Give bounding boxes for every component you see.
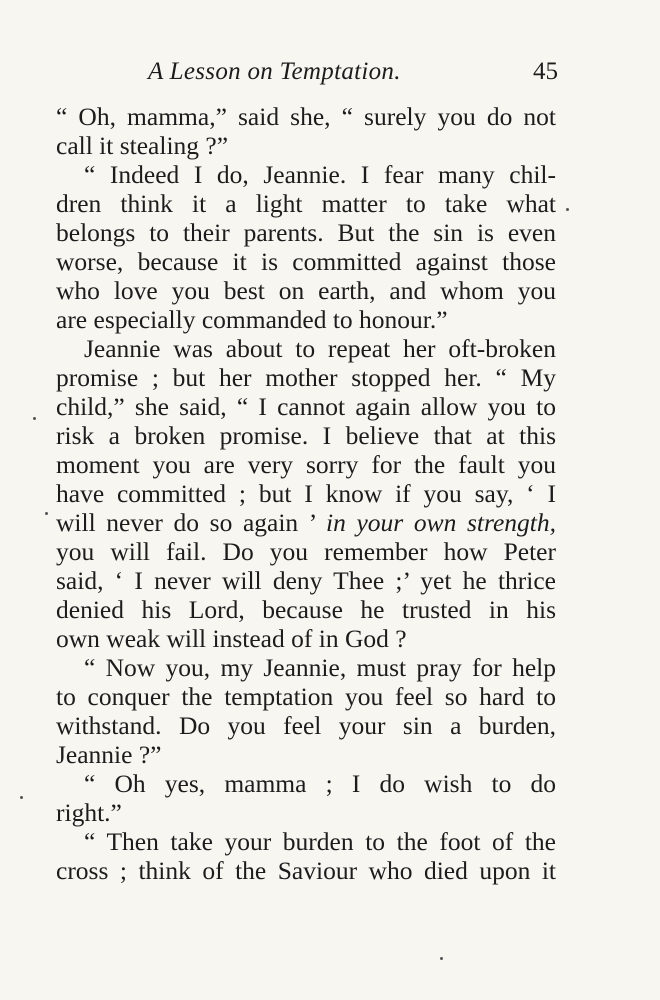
text-line [56, 827, 556, 856]
text-line [56, 653, 556, 682]
text-segment: “ Oh yes, mamma ; I do wish to do [84, 769, 556, 798]
text-segment: have committed ; but I know if you say, ‘ I [56, 479, 556, 508]
text-segment: will never do so again ’ [56, 508, 327, 537]
text-segment: risk a broken promise. I believe that at this [56, 421, 556, 450]
paper-speck [45, 512, 48, 515]
text-line [56, 566, 556, 595]
text-segment: you will fail. Do you remember how Peter [56, 537, 556, 566]
text-segment: “ Oh, mamma,” said she, “ surely you do not [56, 102, 556, 131]
italic-text-segment: in your own strength, [326, 508, 556, 537]
text-line [56, 218, 556, 247]
text-segment: “ Now you, my Jeannie, must pray for help [84, 653, 556, 682]
text-line [56, 247, 556, 276]
text-line [56, 798, 556, 827]
text-line [56, 131, 556, 160]
text-segment: call it stealing ?” [56, 131, 229, 160]
text-line [56, 421, 556, 450]
text-line [56, 392, 556, 421]
text-segment: own weak will instead of in God ? [56, 624, 407, 653]
text-segment: “ Indeed I do, Jeannie. I fear many chil- [84, 160, 556, 189]
text-segment: belongs to their parents. But the sin is even [56, 218, 556, 247]
text-segment: to conquer the temptation you feel so hard to [56, 682, 556, 711]
text-line [56, 102, 556, 131]
paper-speck [33, 417, 36, 420]
text-line [56, 624, 556, 653]
text-segment: dren think it a light matter to take what [56, 189, 556, 218]
text-segment: moment you are very sorry for the fault you [56, 450, 556, 479]
text-segment: right.” [56, 798, 122, 827]
text-segment: Jeannie ?” [56, 740, 162, 769]
body-text [56, 102, 556, 885]
text-segment: worse, because it is committed against those [56, 247, 556, 276]
text-line [56, 537, 556, 566]
text-segment: are especially commanded to honour.” [56, 305, 448, 334]
running-head [148, 58, 558, 92]
text-line [56, 856, 556, 885]
paper-speck [566, 208, 569, 211]
text-segment: withstand. Do you feel your sin a burden, [56, 711, 556, 740]
text-line [56, 160, 556, 189]
text-line [56, 334, 556, 363]
text-segment: child,” she said, “ I cannot again allow you to [56, 392, 556, 421]
text-segment: Jeannie was about to repeat her oft-broken [84, 334, 556, 363]
text-line [56, 189, 556, 218]
text-segment: said, ‘ I never will deny Thee ;’ yet he thrice [56, 566, 556, 595]
text-line [56, 479, 556, 508]
text-segment: promise ; but her mother stopped her. “ My [56, 363, 556, 392]
text-line [56, 450, 556, 479]
text-segment: denied his Lord, because he trusted in his [56, 595, 556, 624]
text-line [56, 682, 556, 711]
text-line [56, 740, 556, 769]
paper-speck [440, 957, 443, 960]
text-line [56, 305, 556, 334]
text-line [56, 595, 556, 624]
text-segment: cross ; think of the Saviour who died upon it [56, 856, 556, 885]
text-line [56, 276, 556, 305]
text-line [56, 711, 556, 740]
text-line [56, 363, 556, 392]
paper-speck [20, 796, 23, 799]
running-head-title: A Lesson on Temptation. [148, 58, 401, 85]
text-line [56, 769, 556, 798]
text-segment: “ Then take your burden to the foot of the [84, 827, 556, 856]
page-number: 45 [533, 58, 558, 85]
text-line [56, 508, 556, 537]
text-segment: who love you best on earth, and whom you [56, 276, 556, 305]
